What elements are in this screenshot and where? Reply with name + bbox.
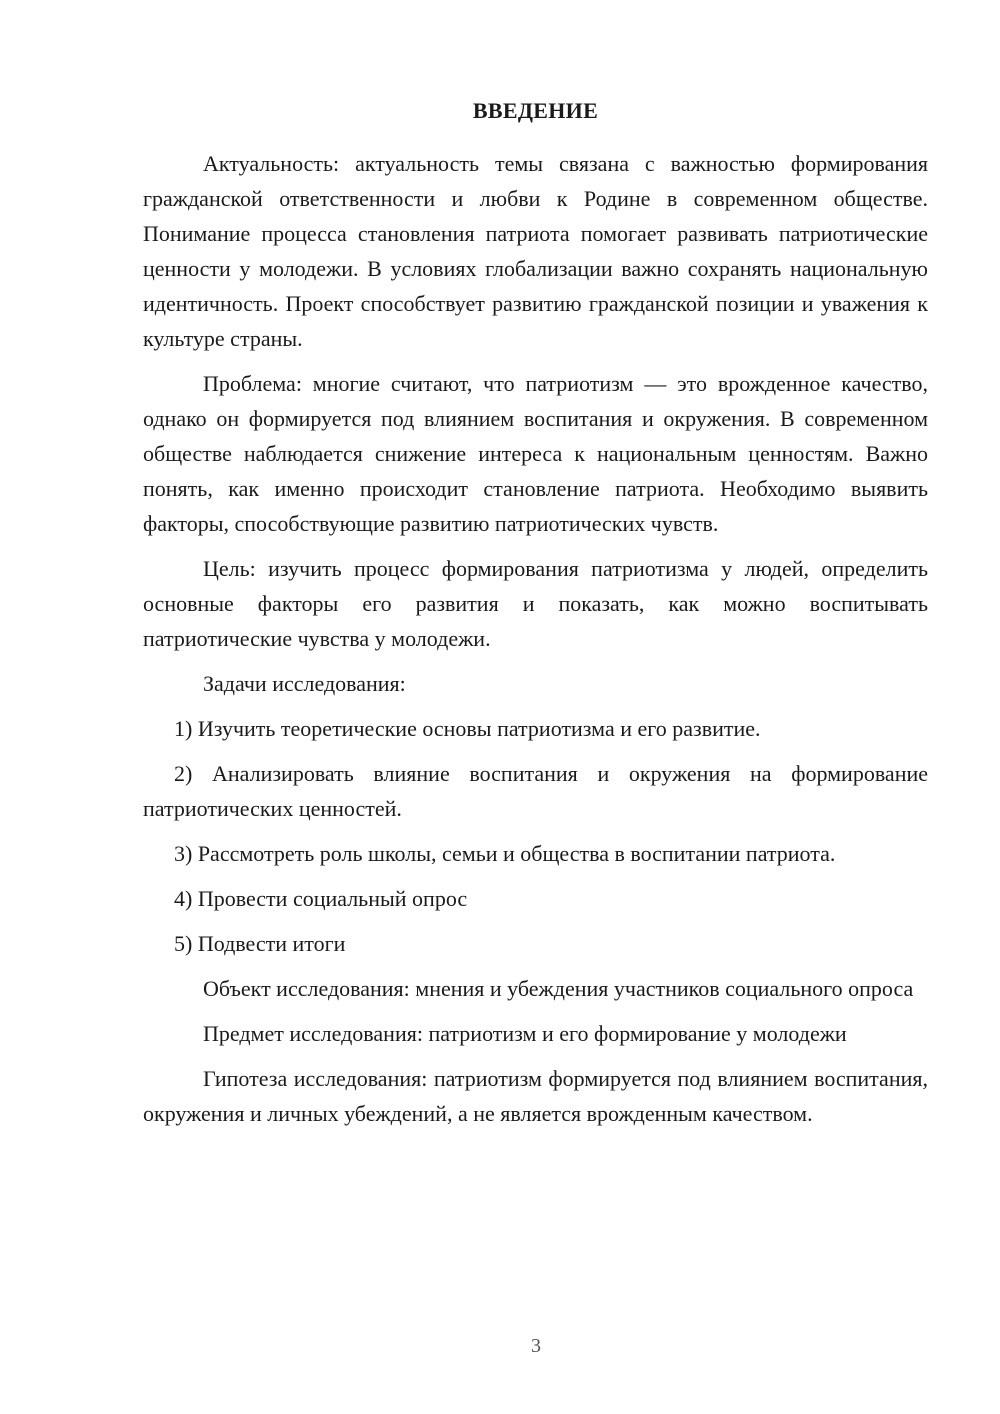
problem-paragraph: Проблема: многие считают, что патриотизм — это врожденное качество, однако он формируется под влиянием воспитания и окружения. В современном обществе наблюдается снижение интереса к национальным ценностям. Важно понять, как именно происходит становление патриота. Необходимо выявить факторы, способствующие развитию патриотических чувств. — [143, 371, 928, 536]
task-item: 3) Рассмотреть роль школы, семьи и общества в воспитании патриота. — [174, 841, 836, 866]
subject-paragraph: Предмет исследования: патриотизм и его формирование у молодежи — [203, 1021, 847, 1046]
task-item: 4) Провести социальный опрос — [174, 886, 468, 911]
hypothesis-paragraph: Гипотеза исследования: патриотизм формируется под влиянием воспитания, окружения и личных убеждений, а не является врожденным качеством. — [143, 1066, 928, 1126]
document-page — [143, 96, 928, 1141]
tasks-title: Задачи исследования: — [203, 671, 406, 696]
page-number: 3 — [531, 1335, 541, 1357]
task-item: 2) Анализировать влияние воспитания и окружения на формирование патриотических ценностей. — [143, 761, 928, 821]
object-paragraph: Объект исследования: мнения и убеждения участников социального опроса — [203, 976, 914, 1001]
relevance-paragraph: Актуальность: актуальность темы связана с важностью формирования гражданской ответственности и любви к Родине в современном обществе. Понимание процесса становления патриота помогает развивать патриотические ценности у молодежи. В условиях глобализации важно сохранять национальную идентичность. Проект способствует развитию гражданской позиции и уважения к культуре страны. — [143, 151, 928, 351]
section-heading: ВВЕДЕНИЕ — [472, 98, 599, 123]
task-item: 1) Изучить теоретические основы патриотизма и его развитие. — [174, 716, 761, 741]
task-item: 5) Подвести итоги — [174, 931, 346, 956]
goal-paragraph: Цель: изучить процесс формирования патриотизма у людей, определить основные факторы его развития и показать, как можно воспитывать патриотические чувства у молодежи. — [143, 556, 928, 651]
